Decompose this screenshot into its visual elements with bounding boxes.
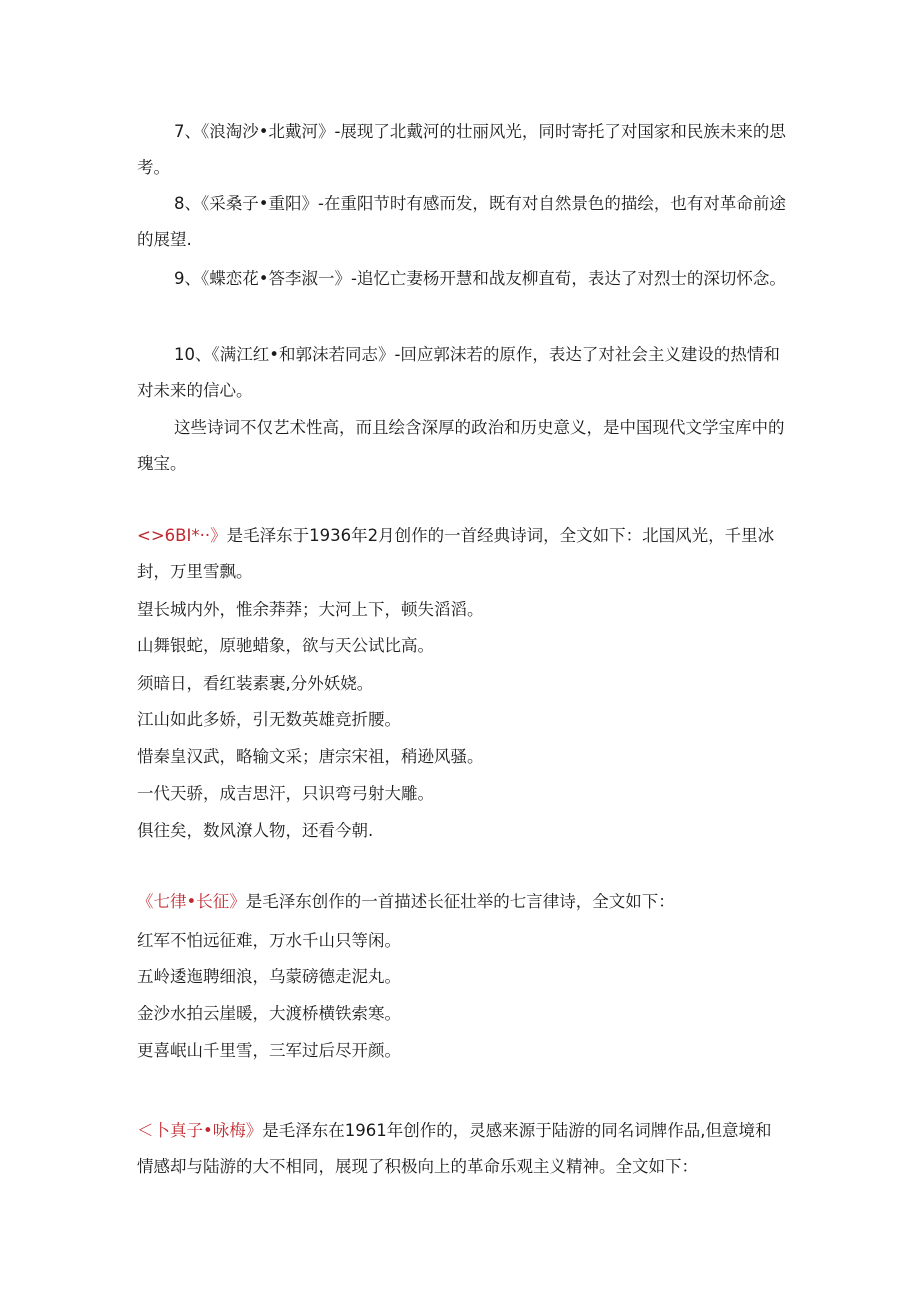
list-item: 8、《采桑子•重阳》-在重阳节时有感而发，既有对自然景色的描绘，也有对革命前途的展望. [137, 194, 786, 249]
poem1-line: 一代天骄，成吉思汗，只识弯弓射大雕。 [137, 784, 434, 803]
poem2-title: 《七律•长征》 [137, 892, 246, 911]
list-item: 7、《浪淘沙•北戴河》-展现了北戴河的壮丽风光，同时寄托了对国家和民族未来的思考。 [137, 122, 786, 177]
poem1-intro [137, 518, 787, 590]
list-item: 10、《满江红•和郭沫若同志》-回应郭沫若的原作，表达了对社会主义建设的热情和对未来的信心。 [137, 345, 780, 400]
poem3-intro-text: 是毛泽东在1961年创作的，灵感来源于陆游的同名词牌作品,但意境和情感却与陆游的大不相同，展现了积极向上的革命乐观主义精神。全文如下： [137, 1121, 772, 1176]
poem1-line: 望长城内外，惟余莽莽；大河上下，顿失滔滔。 [137, 600, 484, 619]
poem1-line: 须暗日，看红装素裹,分外妖娆。 [137, 674, 374, 693]
poem2-intro-text: 是毛泽东创作的一首描述长征壮举的七言律诗，全文如下： [245, 892, 675, 911]
poem1-line: 惜秦皇汉武，略输文采；唐宗宋祖，稍逊风骚。 [137, 747, 484, 766]
poem1-line: 江山如此多娇，引无数英雄竞折腰。 [137, 710, 401, 729]
poem2-line: 五岭逶迤聘细浪，乌蒙磅德走泥丸。 [137, 967, 401, 986]
summary-paragraph: 这些诗词不仅艺术性高，而且绘含深厚的政治和历史意义，是中国现代文学宝库中的瑰宝。 [137, 418, 785, 473]
poem1-line: 俱往矣，数风潦人物，还看今朝. [137, 821, 374, 840]
poem3-title: ＜卜真子•咏梅》 [137, 1121, 263, 1140]
poem1-intro-text: 是毛泽东于1936年2月创作的一首经典诗词，全文如下：北国风光，千里冰封，万里雪飘。 [137, 526, 775, 581]
poem1-line: 山舞银蛇，原驰蜡象，欲与天公试比高。 [137, 636, 434, 655]
poem2-line: 金沙水拍云崖暖，大渡桥横铁索寒。 [137, 1004, 401, 1023]
poem2-intro [137, 890, 675, 914]
poem2-line: 红军不怕远征难，万水千山只等闲。 [137, 931, 401, 950]
list-item: 9、《蝶恋花•答李淑一》-追忆亡妻杨开慧和战友柳直荀，表达了对烈士的深切怀念。 [174, 269, 786, 288]
poem1-title: <>6BI*··》 [137, 526, 227, 545]
poem3-intro [137, 1113, 787, 1185]
poem2-line: 更喜岷山千里雪，三军过后尽开颜。 [137, 1041, 401, 1060]
